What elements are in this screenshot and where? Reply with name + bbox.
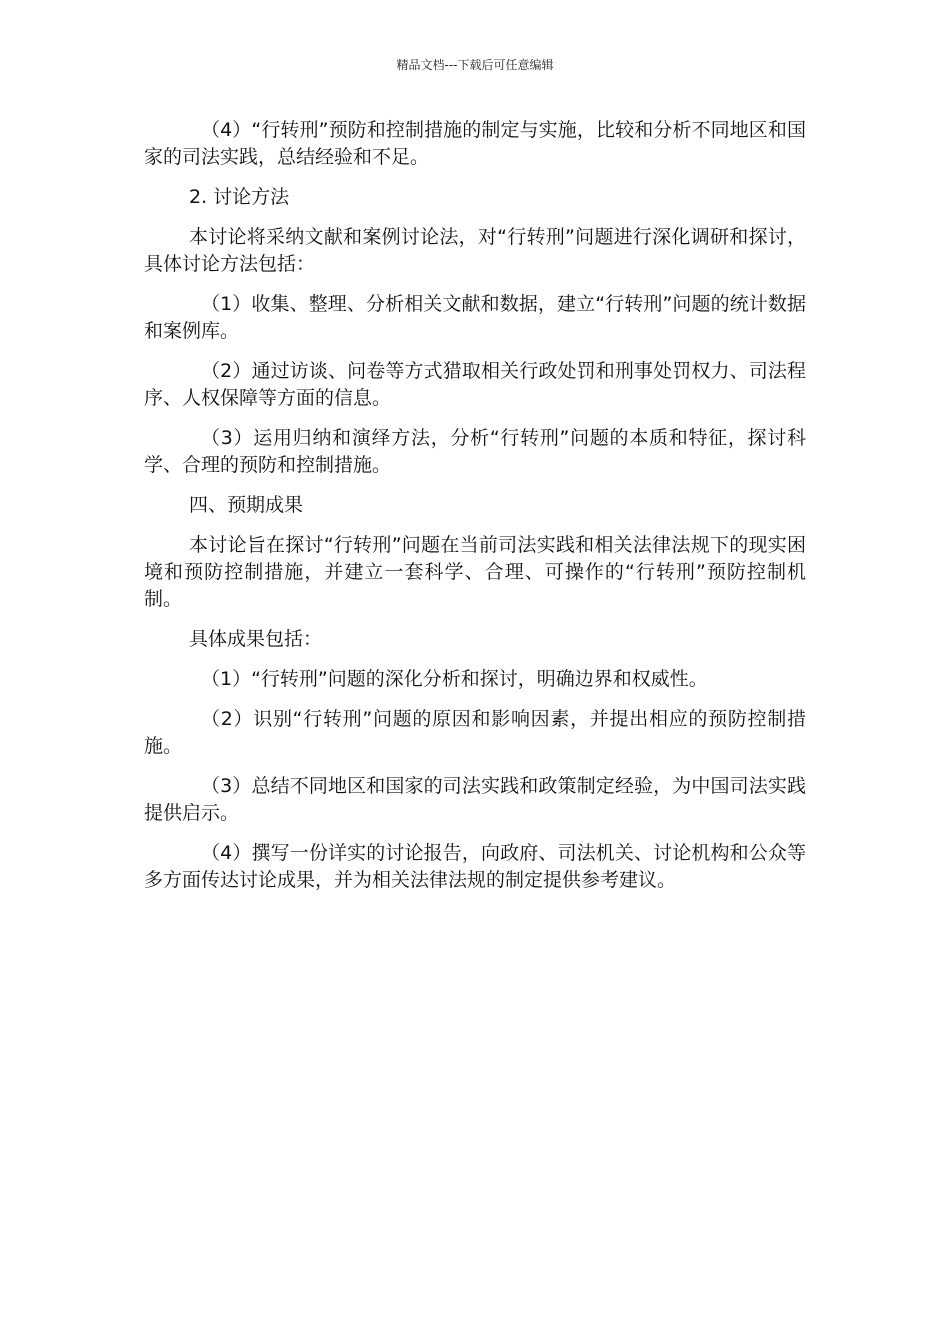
paragraph-methods-intro: 本讨论将采纳文献和案例讨论法，对“行转刑”问题进行深化调研和探讨，具体讨论方法包括：	[144, 226, 806, 275]
paragraph-results-intro: 本讨论旨在探讨“行转刑”问题在当前司法实践和相关法律法规下的现实困境和预防控制措施，并建立一套科学、合理、可操作的“行转刑”预防控制机制。	[144, 534, 806, 610]
paragraph-result-4: （4）撰写一份详实的讨论报告，向政府、司法机关、讨论机构和公众等多方面传达讨论成果，并为相关法律法规的制定提供参考建议。	[144, 842, 806, 891]
paragraph-results-lead: 具体成果包括：	[189, 628, 323, 650]
paragraph-result-3: （3）总结不同地区和国家的司法实践和政策制定经验，为中国司法实践提供启示。	[144, 775, 806, 824]
paragraph-method-2: （2）通过访谈、问卷等方式猎取相关行政处罚和刑事处罚权力、司法程序、人权保障等方面的信息。	[144, 360, 806, 409]
paragraph-result-2: （2）识别“行转刑”问题的原因和影响因素，并提出相应的预防控制措施。	[144, 708, 806, 757]
section-heading-expected-results: 四、预期成果	[189, 494, 304, 516]
paragraph-result-1: （1）“行转刑”问题的深化分析和探讨，明确边界和权威性。	[201, 668, 708, 690]
document-body	[144, 117, 806, 907]
section-heading-methods: 2. 讨论方法	[189, 186, 290, 208]
paragraph-method-1: （1）收集、整理、分析相关文献和数据，建立“行转刑”问题的统计数据和案例库。	[144, 293, 806, 342]
paragraph-method-3: （3）运用归纳和演绎方法，分析“行转刑”问题的本质和特征，探讨科学、合理的预防和控制措施。	[144, 427, 806, 476]
paragraph-item-4-measures: （4）“行转刑”预防和控制措施的制定与实施，比较和分析不同地区和国家的司法实践，总结经验和不足。	[144, 119, 806, 168]
page-header: 精品文档---下载后可任意编辑	[396, 58, 554, 72]
